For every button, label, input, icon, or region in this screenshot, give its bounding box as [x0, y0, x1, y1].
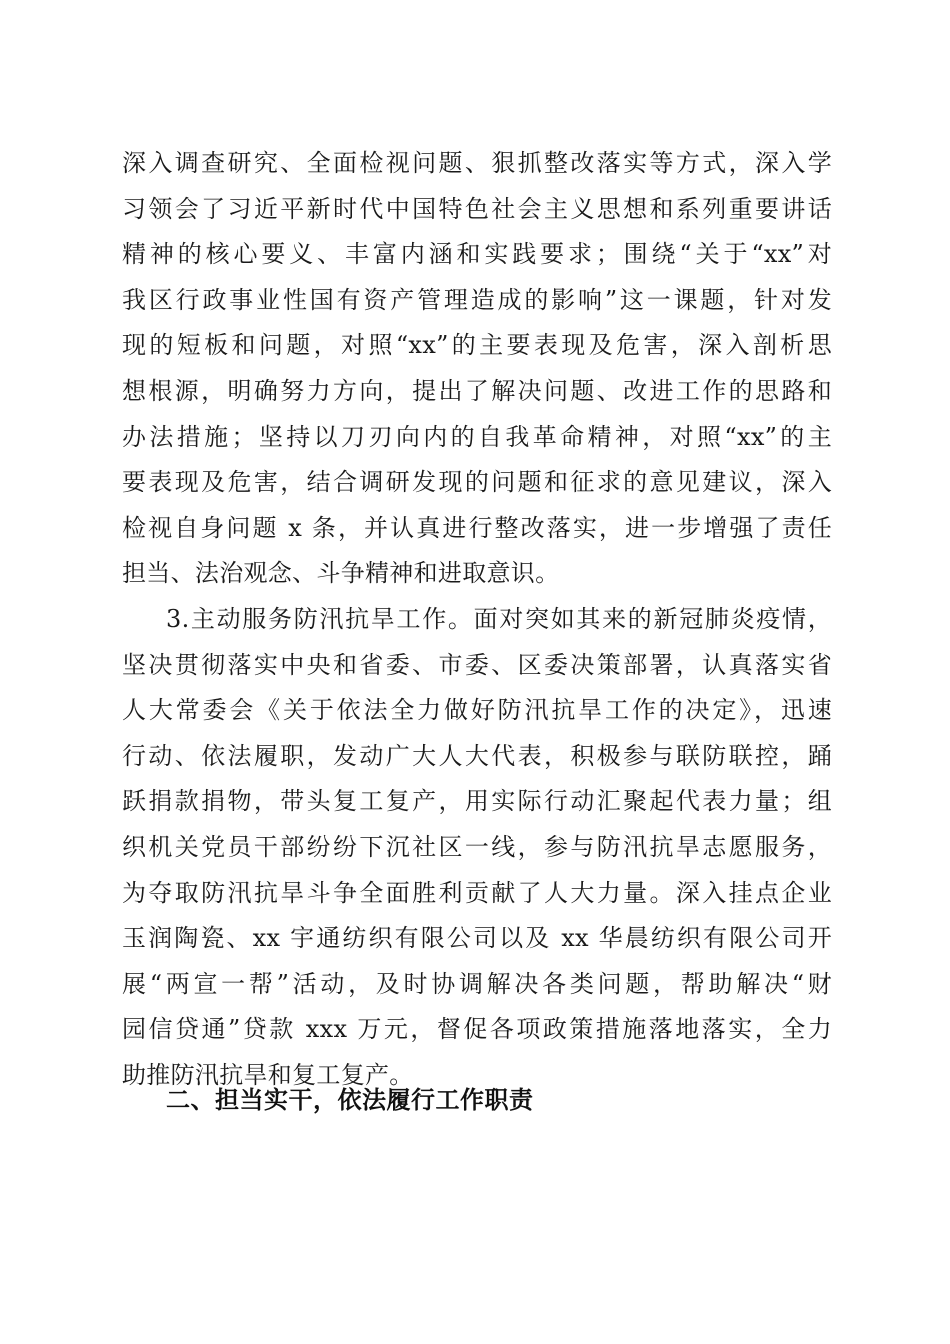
paragraph-2-line-6: 织机关党员干部纷纷下沉社区一线，参与防汛抗旱志愿服务， — [122, 832, 832, 861]
paragraph-1-line-5: 现的短板和问题，对照“xx”的主要表现及危害，深入剖析思 — [122, 331, 832, 360]
body-text — [122, 141, 832, 1098]
paragraph-2-line-11: 助推防汛抗旱和复工复产。 — [122, 1060, 414, 1089]
paragraph-1-line-4: 我区行政事业性国有资产管理造成的影响”这一课题，针对发 — [122, 285, 832, 314]
section-heading: 二、担当实干，依法履行工作职责 — [166, 1086, 534, 1114]
paragraph-1-line-2: 习领会了习近平新时代中国特色社会主义思想和系列重要讲话 — [122, 194, 832, 223]
paragraph-2-line-9: 展“两宣一帮”活动，及时协调解决各类问题，帮助解决“财 — [122, 969, 832, 998]
paragraph-1-line-9: 检视自身问题 x 条，并认真进行整改落实，进一步增强了责任 — [122, 513, 832, 542]
paragraph-2-line-3: 人大常委会《关于依法全力做好防汛抗旱工作的决定》，迅速 — [122, 696, 832, 725]
paragraph-1-line-6: 想根源，明确努力方向，提出了解决问题、改进工作的思路和 — [122, 376, 832, 405]
paragraph-2-line-4: 行动、依法履职，发动广大人大代表，积极参与联防联控，踊 — [122, 741, 832, 770]
paragraph-1-line-10: 担当、法治观念、斗争精神和进取意识。 — [122, 559, 560, 588]
paragraph-1-line-8: 要表现及危害，结合调研发现的问题和征求的意见建议，深入 — [122, 468, 832, 497]
paragraph-1-line-1: 深入调查研究、全面检视问题、狠抓整改落实等方式，深入学 — [122, 149, 832, 177]
paragraph-2-line-7: 为夺取防汛抗旱斗争全面胜利贡献了人大力量。深入挂点企业 — [122, 878, 832, 907]
paragraph-2-line-8: 玉润陶瓷、xx 宇通纺织有限公司以及 xx 华晨纺织有限公司开 — [122, 924, 832, 953]
paragraph-2-line-5: 跃捐款捐物，带头复工复产，用实际行动汇聚起代表力量；组 — [122, 787, 832, 816]
paragraph-2-line-10: 园信贷通”贷款 xxx 万元，督促各项政策措施落地落实，全力 — [122, 1015, 832, 1044]
paragraph-1-line-3: 精神的核心要义、丰富内涵和实践要求；围绕“关于“xx”对 — [122, 240, 832, 269]
paragraph-2-line-1: 3.主动服务防汛抗旱工作。面对突如其来的新冠肺炎疫情， — [166, 604, 832, 633]
paragraph-1-line-7: 办法措施；坚持以刀刃向内的自我革命精神，对照“xx”的主 — [122, 422, 832, 451]
paragraph-2-line-2: 坚决贯彻落实中央和省委、市委、区委决策部署，认真落实省 — [122, 650, 832, 679]
